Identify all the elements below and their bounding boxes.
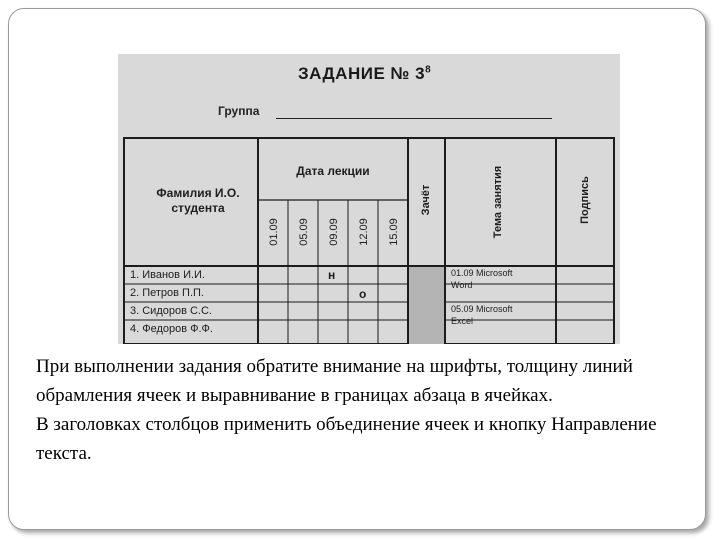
topic-word: 01.09 Microsoft Word <box>451 268 513 290</box>
attendance-mark-o: о <box>359 287 367 301</box>
header-lesson-topic: Тема занятия <box>492 165 504 239</box>
student-row-2: 2. Петров П.П. <box>130 287 204 299</box>
group-label: Группа <box>218 104 260 118</box>
topic-excel: 05.09 Microsoft Excel <box>451 304 513 326</box>
date-col-5: 15.09 <box>388 218 400 246</box>
date-col-1: 01.09 <box>268 218 280 246</box>
student-row-3: 3. Сидоров С.С. <box>130 305 212 317</box>
header-lecture-date: Дата лекции <box>296 164 370 178</box>
scanned-worksheet-image <box>118 54 620 344</box>
date-col-3: 09.09 <box>328 218 340 246</box>
task-title: ЗАДАНИЕ № $3^8$ <box>298 64 432 83</box>
header-signature: Подпись <box>579 176 591 224</box>
attendance-mark-absent: н <box>328 268 336 282</box>
student-row-1: 1. Иванов И.И. <box>130 269 205 281</box>
date-col-2: 05.09 <box>298 218 310 246</box>
student-row-4: 4. Федоров Ф.Ф. <box>130 323 213 335</box>
header-credit: Зачёт <box>420 184 432 216</box>
header-student-name: Фамилия И.О. студента <box>156 186 240 215</box>
date-col-4: 12.09 <box>358 218 370 246</box>
instruction-paragraph-2: В заголовках столбцов применить объединение ячеек и кнопку Направление текста. <box>36 414 657 464</box>
instruction-paragraph-1: При выполнении задания обратите внимание на шрифты, толщину линий обрамления ячеек и выравнивание в границах абзаца в ячейках. <box>36 356 633 406</box>
instruction-text <box>36 352 676 468</box>
